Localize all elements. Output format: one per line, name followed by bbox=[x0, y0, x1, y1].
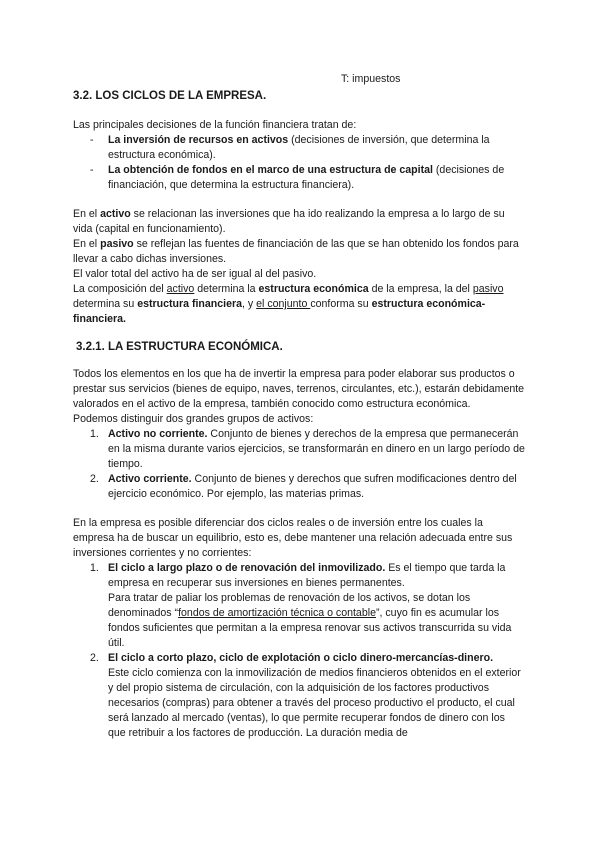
header-note: T: impuestos bbox=[341, 73, 401, 85]
groups-intro: Podemos distinguir dos grandes grupos de activos: bbox=[73, 413, 314, 425]
list-item bbox=[73, 133, 525, 163]
list-number: 1. bbox=[90, 428, 99, 440]
item-paragraph: Este ciclo comienza con la inmovilización de medios financieros obtenidos en el exterior y del propio sistema de circulación, con la adquisición de los factores productivos necesarios (compras) para obtener a través del proceso productivo el producto, el cual será lanzado al mercado (ventas), lo que permite recuperar fondos de dinero con los que retribuir a los factores de producción. La duración media de bbox=[108, 667, 521, 739]
decisions-list bbox=[73, 133, 525, 193]
pasivo-paragraph: En el pasivo se reflejan las fuentes de financiación de las que se han obtenido los fondos para llevar a cabo dichas inversiones. bbox=[73, 238, 519, 265]
item-bold: Activo corriente. bbox=[108, 473, 192, 485]
item-text: (decisiones de inversión, que determina la estructura económica). bbox=[108, 134, 490, 161]
activo-paragraph: En el activo se relacionan las inversiones que ha ido realizando la empresa a lo largo de su vida (capital en funcionamiento). bbox=[73, 208, 505, 235]
list-item bbox=[73, 472, 525, 502]
dash-bullet: - bbox=[90, 164, 94, 176]
item-bold: El ciclo a largo plazo o de renovación del inmovilizado. bbox=[108, 562, 386, 574]
item-text: Es el tiempo que tarda la empresa en recuperar sus inversiones en bienes permanentes. bbox=[108, 562, 506, 589]
underlined-term: fondos de amortización técnica o contable bbox=[178, 607, 376, 619]
list-number: 2. bbox=[90, 652, 99, 664]
item-text: Conjunto de bienes y derechos de la empresa que permanecerán en la misma durante varios ejercicios, se transformarán en dinero en un largo período de tiempo. bbox=[108, 428, 525, 470]
list-number: 1. bbox=[90, 562, 99, 574]
document-body bbox=[73, 88, 525, 741]
pasivo-term: pasivo bbox=[100, 238, 134, 250]
composition-paragraph: La composición del activo determina la estructura económica de la empresa, la del pasivo determina su estructura financiera, y el conjunto conforma su estructura económica-financiera. bbox=[73, 283, 504, 325]
item-paragraph: Para tratar de paliar los problemas de renovación de los activos, se dotan los denominados “fondos de amortización técnica o contable”, cuyo fin es acumular los fondos suficientes que permitan a la empresa renovar sus activos transcurrida su vida útil. bbox=[108, 592, 512, 649]
elements-paragraph: Todos los elementos en los que ha de invertir la empresa para poder elaborar sus productos o prestar sus servicios (bienes de equipo, naves, terrenos, circulantes, etc.), estarán debidamente valorados en el activo de la empresa, también conocido como estructura económica. bbox=[73, 368, 525, 410]
subsection-title: 3.2.1. LA ESTRUCTURA ECONÓMICA. bbox=[76, 341, 283, 353]
item-text: Conjunto de bienes y derechos que sufren modificaciones dentro del ejercicio económico. Por ejemplo, las materias primas. bbox=[108, 473, 517, 500]
intro-paragraph: Las principales decisiones de la función financiera tratan de: bbox=[73, 119, 357, 131]
cycles-intro: En la empresa es posible diferenciar dos ciclos reales o de inversión entre los cuales la empresa ha de buscar un equilibrio, esto es, debe mantener una relación adecuada entre sus inversiones corrientes y no corrientes: bbox=[73, 517, 513, 559]
list-item bbox=[73, 561, 525, 651]
list-item bbox=[73, 427, 525, 472]
list-item bbox=[73, 163, 525, 193]
section-title: 3.2. LOS CICLOS DE LA EMPRESA. bbox=[73, 90, 267, 102]
item-bold: El ciclo a corto plazo, ciclo de explotación o ciclo dinero-mercancías-dinero. bbox=[108, 652, 494, 664]
list-number: 2. bbox=[90, 473, 99, 485]
item-bold: La inversión de recursos en activos bbox=[108, 134, 289, 146]
dash-bullet: - bbox=[90, 134, 94, 146]
list-item bbox=[73, 651, 525, 741]
item-text: (decisiones de financiación, que determina la estructura financiera). bbox=[108, 164, 505, 191]
item-bold: La obtención de fondos en el marco de una estructura de capital bbox=[108, 164, 433, 176]
cycles-list bbox=[73, 561, 525, 741]
asset-groups-list bbox=[73, 427, 525, 502]
item-bold: Activo no corriente. bbox=[108, 428, 208, 440]
activo-term: activo bbox=[100, 208, 131, 220]
equality-paragraph: El valor total del activo ha de ser igual al del pasivo. bbox=[73, 268, 317, 280]
